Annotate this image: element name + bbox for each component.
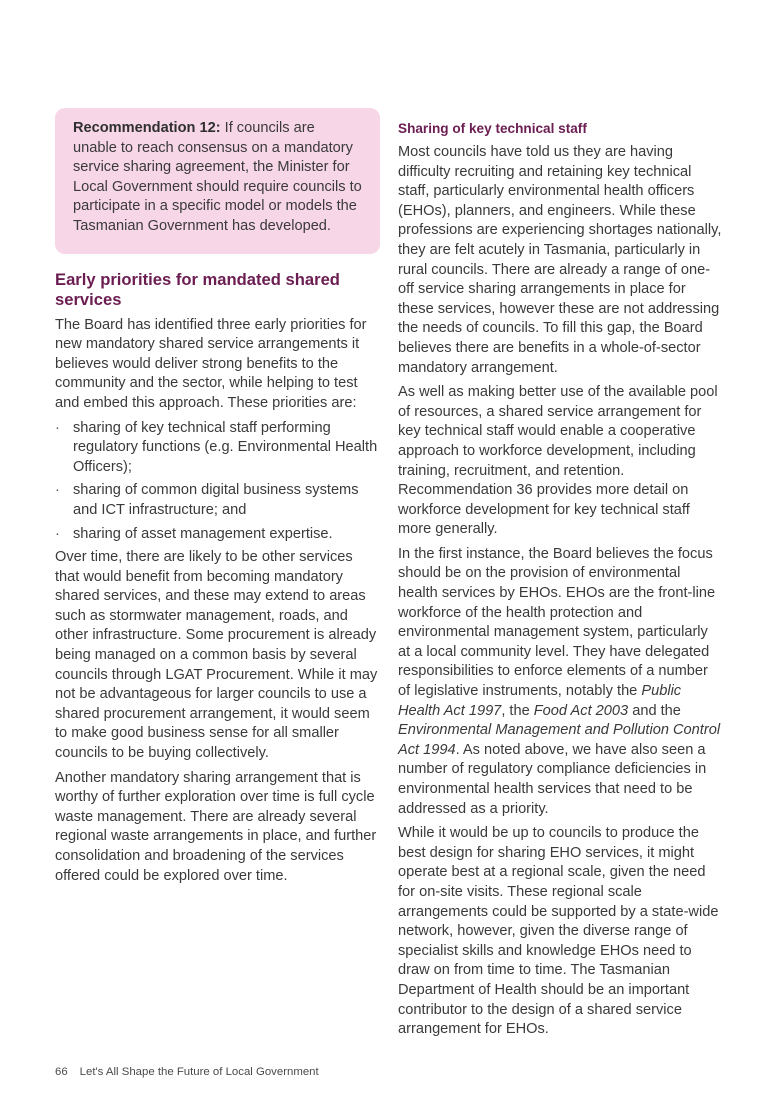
ehos-paragraph: In the first instance, the Board believes the focus should be on the provision of environmental health services by EHOs. EHOs are the front-line workforce of the health protection and environmental management system, particularly at a local community level. They have delegated responsibilities to enforce elements of a number of legislative instruments, notably the Public Health Act 1997, the Food Act 2003 and the Environmental Management and Pollution Control Act 1994. As noted above, we have also seen a number of regulatory compliance deficiencies in environmental health services that need to be addressed as a priority. <box>398 545 721 817</box>
waste-management-paragraph: Another mandatory sharing arrangement that is worthy of further exploration over time is full cycle waste management. There are already several regional waste arrangements in place, and further consolidation and broadening of the services offered could be explored over time. <box>55 769 377 884</box>
bullet-icon: · <box>55 419 60 436</box>
recommendation-text: If councils are unable to reach consensus on a mandatory service sharing agreement, the Minister for Local Government should require councils to participate in a specific model or models the Tasmanian Government has developed. <box>73 120 362 234</box>
subheading: Sharing of key technical staff <box>398 121 587 136</box>
page-footer <box>55 1066 319 1078</box>
list-item-text: sharing of key technical staff performing regulatory functions (e.g. Environmental Health Officers); <box>73 419 378 475</box>
workforce-paragraph: As well as making better use of the available pool of resources, a shared service arrangement for key technical staff would enable a cooperative approach to workforce development, including training, recruitment, and retention. Recommendation 36 provides more detail on workforce development for key technical staff more generally. <box>398 384 718 538</box>
list-item <box>55 525 380 545</box>
list-item <box>55 419 380 478</box>
recommendation-callout <box>55 108 380 254</box>
section-heading: Early priorities for mandated shared services <box>55 269 340 309</box>
other-services-paragraph: Over time, there are likely to be other services that would benefit from becoming mandatory shared services, and these may extend to areas such as stormwater management, roads, and other infrastructure. Some procurement is already being managed on a common basis by several councils through LGAT Procurement. While it may not be advantageous for larger councils to use a shared procurement arrangement, it would seem to make good business sense for all smaller councils to be buying collectively. <box>55 549 378 762</box>
left-column <box>55 108 380 891</box>
document-title: Let's All Shape the Future of Local Government <box>79 1066 319 1078</box>
regional-design-paragraph: While it would be up to councils to produce the best design for sharing EHO services, it might operate best at a regional scale, given the need for on-site visits. These regional scale arrangements could be supported by a state-wide network, however, given the diverse range of specialist skills and knowledge EHOs need to draw on from time to time. The Tasmanian Department of Health should be an important contributor to the design of a shared service arrangement for EHOs. <box>398 825 719 1038</box>
intro-paragraph: The Board has identified three early priorities for new mandatory shared service arrangements it believes would deliver strong benefits to the community and the sector, while helping to test and embed this approach. These priorities are: <box>55 316 367 411</box>
page-number: 66 <box>55 1066 68 1078</box>
recommendation-label: Recommendation 12: <box>73 120 221 136</box>
bullet-icon: · <box>55 482 60 499</box>
list-item-text: sharing of asset management expertise. <box>73 525 333 542</box>
recruitment-paragraph: Most councils have told us they are having difficulty recruiting and retaining key technical staff, particularly environmental health officers (EHOs), planners, and engineers. While these professions are experiencing shortages nationally, they are felt acutely in Tasmania, particularly in rural councils. There are already a range of one-off service sharing arrangements in place for these services, however these are not addressing the needs of councils. To fill this gap, the Board believes there are benefits in a whole-of-sector mandatory arrangement. <box>398 144 722 376</box>
right-column <box>398 120 723 1045</box>
act-title: Food Act 2003 <box>533 702 629 719</box>
act-title: Environmental Management and Pollution Control Act 1994 <box>398 722 721 758</box>
bullet-icon: · <box>55 525 60 542</box>
list-item-text: sharing of common digital business systems and ICT infrastructure; and <box>73 482 359 518</box>
act-title: Public Health Act 1997 <box>398 683 682 719</box>
priorities-list <box>55 419 380 545</box>
list-item <box>55 481 380 520</box>
